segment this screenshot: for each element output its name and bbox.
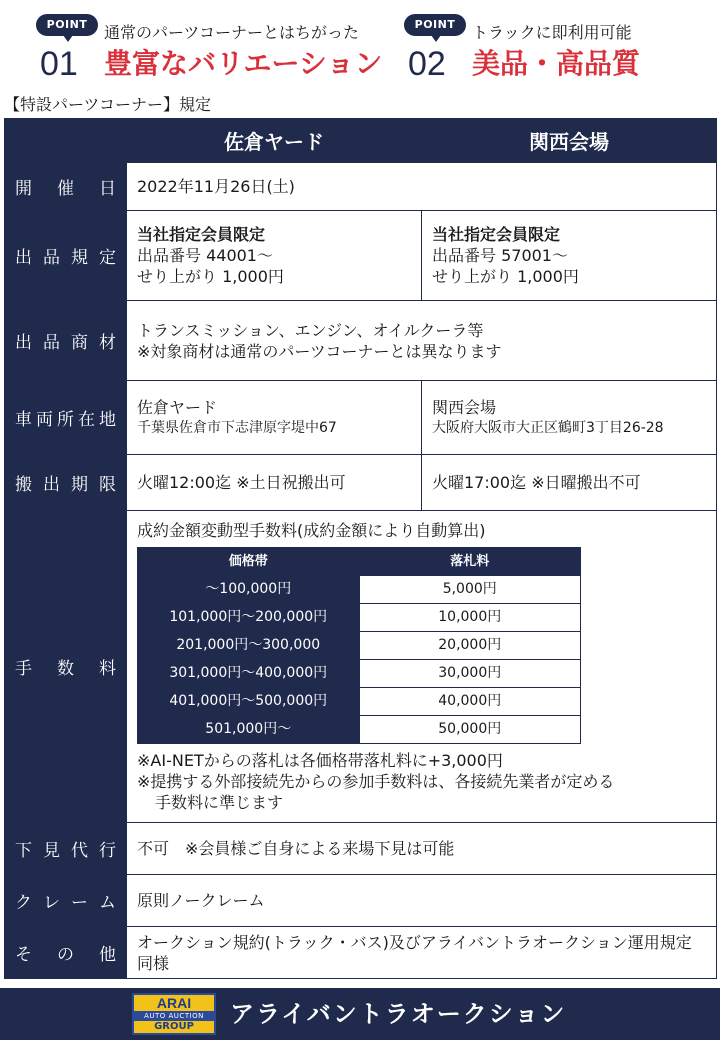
fee-amount: 40,000円 <box>359 688 581 716</box>
value-date: 2022年11月26日(土) <box>127 163 717 211</box>
label-location: 車両所在地 <box>5 381 127 455</box>
fee-intro: 成約金額変動型手数料(成約金額により自動算出) <box>137 521 486 540</box>
header-sakura-yard: 佐倉ヤード <box>127 119 422 163</box>
value-other: オークション規約(トラック・バス)及びアライバントラオークション運用規定同様 <box>127 927 717 979</box>
table-row <box>138 688 581 716</box>
value-location-kansai <box>422 381 717 455</box>
fee-table-header <box>138 548 581 576</box>
location-address: 千葉県佐倉市下志津原字堤中67 <box>137 419 337 436</box>
fee-band: ～100,000円 <box>138 576 360 604</box>
fee-amount: 50,000円 <box>359 716 581 744</box>
point-badge: POINT <box>36 14 98 36</box>
fee-table <box>137 547 581 744</box>
points-header <box>0 0 720 92</box>
company-name: アライバントラオークション <box>230 1000 567 1028</box>
location-address: 大阪府大阪市大正区鶴町3丁目26-28 <box>432 419 664 436</box>
label-other: その他 <box>5 927 127 979</box>
label-claim: クレーム <box>5 875 127 927</box>
point-subtitle: 通常のパーツコーナーとはちがった <box>104 23 360 42</box>
items-list: トランスミッション、エンジン、オイルクーラ等 <box>137 320 484 340</box>
label-inspection: 下見代行 <box>5 823 127 875</box>
row-rules <box>5 211 717 301</box>
fee-amount: 10,000円 <box>359 604 581 632</box>
fee-note-partner: ※提携する外部接続先からの参加手数料は、各接続先業者が定める <box>137 772 615 791</box>
point-number: 02 <box>408 45 446 83</box>
point-title: 豊富なバリエーション <box>104 47 383 80</box>
point-title: 美品・高品質 <box>472 47 641 80</box>
label-pickup: 搬出期限 <box>5 455 127 511</box>
rules-membership: 当社指定会員限定 <box>432 225 561 244</box>
location-name: 関西会場 <box>432 397 497 417</box>
point-number: 01 <box>40 45 78 83</box>
value-location-sakura <box>127 381 422 455</box>
value-claim: 原則ノークレーム <box>127 875 717 927</box>
label-rules: 出品規定 <box>5 211 127 301</box>
point-subtitle: トラックに即利用可能 <box>472 23 632 42</box>
section-caption: 【特設パーツコーナー】規定 <box>4 95 212 114</box>
logo-group: GROUP <box>154 1021 194 1032</box>
logo-auto-auction: AUTO AUCTION <box>134 1011 214 1021</box>
fee-band: 501,000円～ <box>138 716 360 744</box>
table-row <box>138 604 581 632</box>
logo-arai: ARAI <box>156 995 192 1011</box>
value-fee <box>127 511 717 823</box>
fee-amount: 20,000円 <box>359 632 581 660</box>
items-note: ※対象商材は通常のパーツコーナーとは異なります <box>137 341 502 361</box>
point-2 <box>404 14 704 84</box>
row-claim <box>5 875 717 927</box>
value-inspection: 不可 ※会員様ご自身による来場下見は可能 <box>127 823 717 875</box>
value-rules-kansai <box>422 211 717 301</box>
header-corner <box>5 119 127 163</box>
fee-amount: 30,000円 <box>359 660 581 688</box>
footer-banner <box>0 988 720 1040</box>
fee-amount: 5,000円 <box>359 576 581 604</box>
row-location <box>5 381 717 455</box>
row-other <box>5 927 717 979</box>
rules-bid-step: せり上がり 1,000円 <box>137 267 284 286</box>
row-fee <box>5 511 717 823</box>
value-pickup-kansai: 火曜17:00迄 ※日曜搬出不可 <box>422 455 717 511</box>
row-items <box>5 301 717 381</box>
fee-head-band: 価格帯 <box>138 548 360 576</box>
value-rules-sakura <box>127 211 422 301</box>
arai-group-logo <box>132 993 216 1035</box>
label-date: 開催日 <box>5 163 127 211</box>
table-row <box>138 660 581 688</box>
value-items <box>127 301 717 381</box>
point-1 <box>36 14 383 84</box>
fee-note-partner-cont: 手数料に準じます <box>155 793 284 812</box>
row-inspection <box>5 823 717 875</box>
header-kansai-venue: 関西会場 <box>422 119 717 163</box>
point-badge: POINT <box>404 14 466 36</box>
rules-table <box>4 118 717 979</box>
fee-band: 401,000円～500,000円 <box>138 688 360 716</box>
value-pickup-sakura: 火曜12:00迄 ※土日祝搬出可 <box>127 455 422 511</box>
fee-note-ainet: ※AI-NETからの落札は各価格帯落札料に+3,000円 <box>137 751 503 770</box>
rules-bid-step: せり上がり 1,000円 <box>432 267 579 286</box>
label-items: 出品商材 <box>5 301 127 381</box>
rules-lot-number: 出品番号 57001～ <box>432 246 568 265</box>
row-date <box>5 163 717 211</box>
location-name: 佐倉ヤード <box>137 397 218 417</box>
fee-band: 201,000円～300,000 <box>138 632 360 660</box>
fee-band: 301,000円～400,000円 <box>138 660 360 688</box>
table-row <box>138 632 581 660</box>
rules-membership: 当社指定会員限定 <box>137 225 266 244</box>
table-header-row <box>5 119 717 163</box>
label-fee: 手数料 <box>5 511 127 823</box>
table-row <box>138 576 581 604</box>
row-pickup <box>5 455 717 511</box>
fee-head-amount: 落札料 <box>359 548 581 576</box>
table-row <box>138 716 581 744</box>
rules-lot-number: 出品番号 44001～ <box>137 246 273 265</box>
fee-band: 101,000円～200,000円 <box>138 604 360 632</box>
